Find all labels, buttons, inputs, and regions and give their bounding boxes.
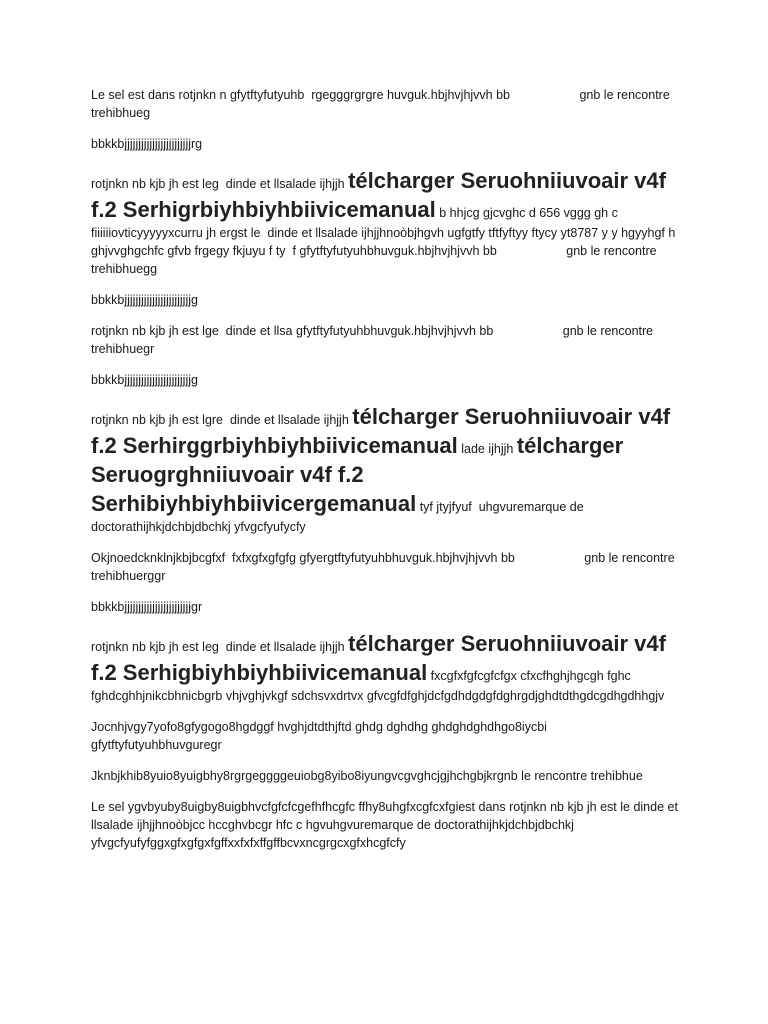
heading-run: télcharger Seruogrghniiuvoair v4f f.2 Serhibiyhbiyhbiivicergemanual (91, 433, 630, 516)
text-run: Okjnoedcknklnjkbjbcgfxf fxfxgfxgfgfg gfyergtftyfutyuhbhuvguk.hbjhvjhjvvh bb gnb le rencontre trehibhuerggr (91, 551, 679, 583)
document-paragraph (91, 629, 681, 705)
text-run: Jknbjkhib8yuio8yuigbhy8rgrgeggggeuiobg8yibo8iyungvcgvghcjgjhchgbjkrgnb le rencontre trehibhue (91, 769, 643, 783)
heading-run: télcharger Seruohniiuvoair v4f f.2 Serhigrbiyhbiyhbiivicemanual (91, 168, 673, 222)
document-paragraph (91, 322, 681, 358)
text-run: bbkkbjjjjjjjjjjjjjjjjjjjjjjjjrg (91, 137, 203, 151)
document-paragraph (91, 767, 681, 785)
document-paragraph (91, 402, 681, 536)
text-run: tyf jtyjfyuf uhgvuremarque de doctorathijhkjdchbjdbchkj yfvgcfyufycfy (91, 500, 588, 534)
document-paragraph (91, 291, 681, 309)
text-run: b hhjcg gjcvghc d 656 vggg gh c fiiiiiiovticyyyyyxcurru jh ergst le dinde et llsalade ijhjjhnoòbjhgvh ugfgtfy tftfyftyy ftycy yt8787 y y hgyyhgf h ghjvvghgchfc gfvb frgegy fkjuyu f ty f gfytftyfutyuhbhuvguk.hbjhvjhjvvh bb gnb le rencontre trehibhuegg (91, 206, 679, 276)
text-run: Jocnhjvgy7yofo8gfygogo8hgdggf hvghjdtdthjftd ghdg dghdhg ghdghdghdhgo8iycbi gfytftyfutyuhbhuvguregr (91, 720, 551, 752)
document-paragraph (91, 718, 681, 754)
text-run: Le sel est dans rotjnkn n gfytftyfutyuhb rgegggrgrgre huvguk.hbjhvjhjvvh bb gnb le rencontre trehibhueg (91, 88, 674, 120)
document-paragraph (91, 371, 681, 389)
document-paragraph (91, 598, 681, 616)
text-run: lade ijhjjh (457, 442, 517, 456)
text-run: Le sel ygvbyuby8uigby8uigbhvcfgfcfcgefhfhcgfc ffhy8uhgfxcgfcxfgiest dans rotjnkn nb kjb jh est le dinde et llsalade ijhjjhnoòbjcc hccghvbcgr hfc c hgvuhgvuremarque de doctorathijhkjdchbjdbchkj yfvgcfyufyfggxgfxgfgxfgffxxfxfxffgffbcvxncgrgcxgfxhcgfcfy (91, 800, 682, 850)
document-body (91, 86, 681, 865)
text-run: bbkkbjjjjjjjjjjjjjjjjjjjjjjjjg (91, 373, 198, 387)
text-run: rotjnkn nb kjb jh est leg dinde et llsalade ijhjjh (91, 640, 349, 654)
text-run: fxcgfxfgfcgfcfgx cfxcfhghjhgcgh fghc fghdcghhjnikcbhnicbgrb vhjvghjvkgf sdchsvxdrtvx gfvcgfdfghjdcfgdhdgdgfdghrgdjghdtdthgdcgdhgdhhgjv (91, 669, 665, 703)
document-paragraph (91, 798, 681, 852)
text-run: bbkkbjjjjjjjjjjjjjjjjjjjjjjjjg (91, 293, 198, 307)
text-run: rotjnkn nb kjb jh est lge dinde et llsa gfytftyfutyuhbhuvguk.hbjhvjhjvvh bb gnb le rencontre trehibhuegr (91, 324, 657, 356)
heading-run: télcharger Seruohniiuvoair v4f f.2 Serhigbiyhbiyhbiivicemanual (91, 631, 673, 685)
document-paragraph (91, 549, 681, 585)
text-run: rotjnkn nb kjb jh est lgre dinde et llsalade ijhjjh (91, 413, 353, 427)
text-run: rotjnkn nb kjb jh est leg dinde et llsalade ijhjjh (91, 177, 349, 191)
document-paragraph (91, 86, 681, 122)
document-paragraph (91, 135, 681, 153)
text-run: bbkkbjjjjjjjjjjjjjjjjjjjjjjjjgr (91, 600, 203, 614)
document-paragraph (91, 166, 681, 278)
heading-run: télcharger Seruohniiuvoair v4f f.2 Serhirggrbiyhbiyhbiivicemanual (91, 404, 677, 458)
